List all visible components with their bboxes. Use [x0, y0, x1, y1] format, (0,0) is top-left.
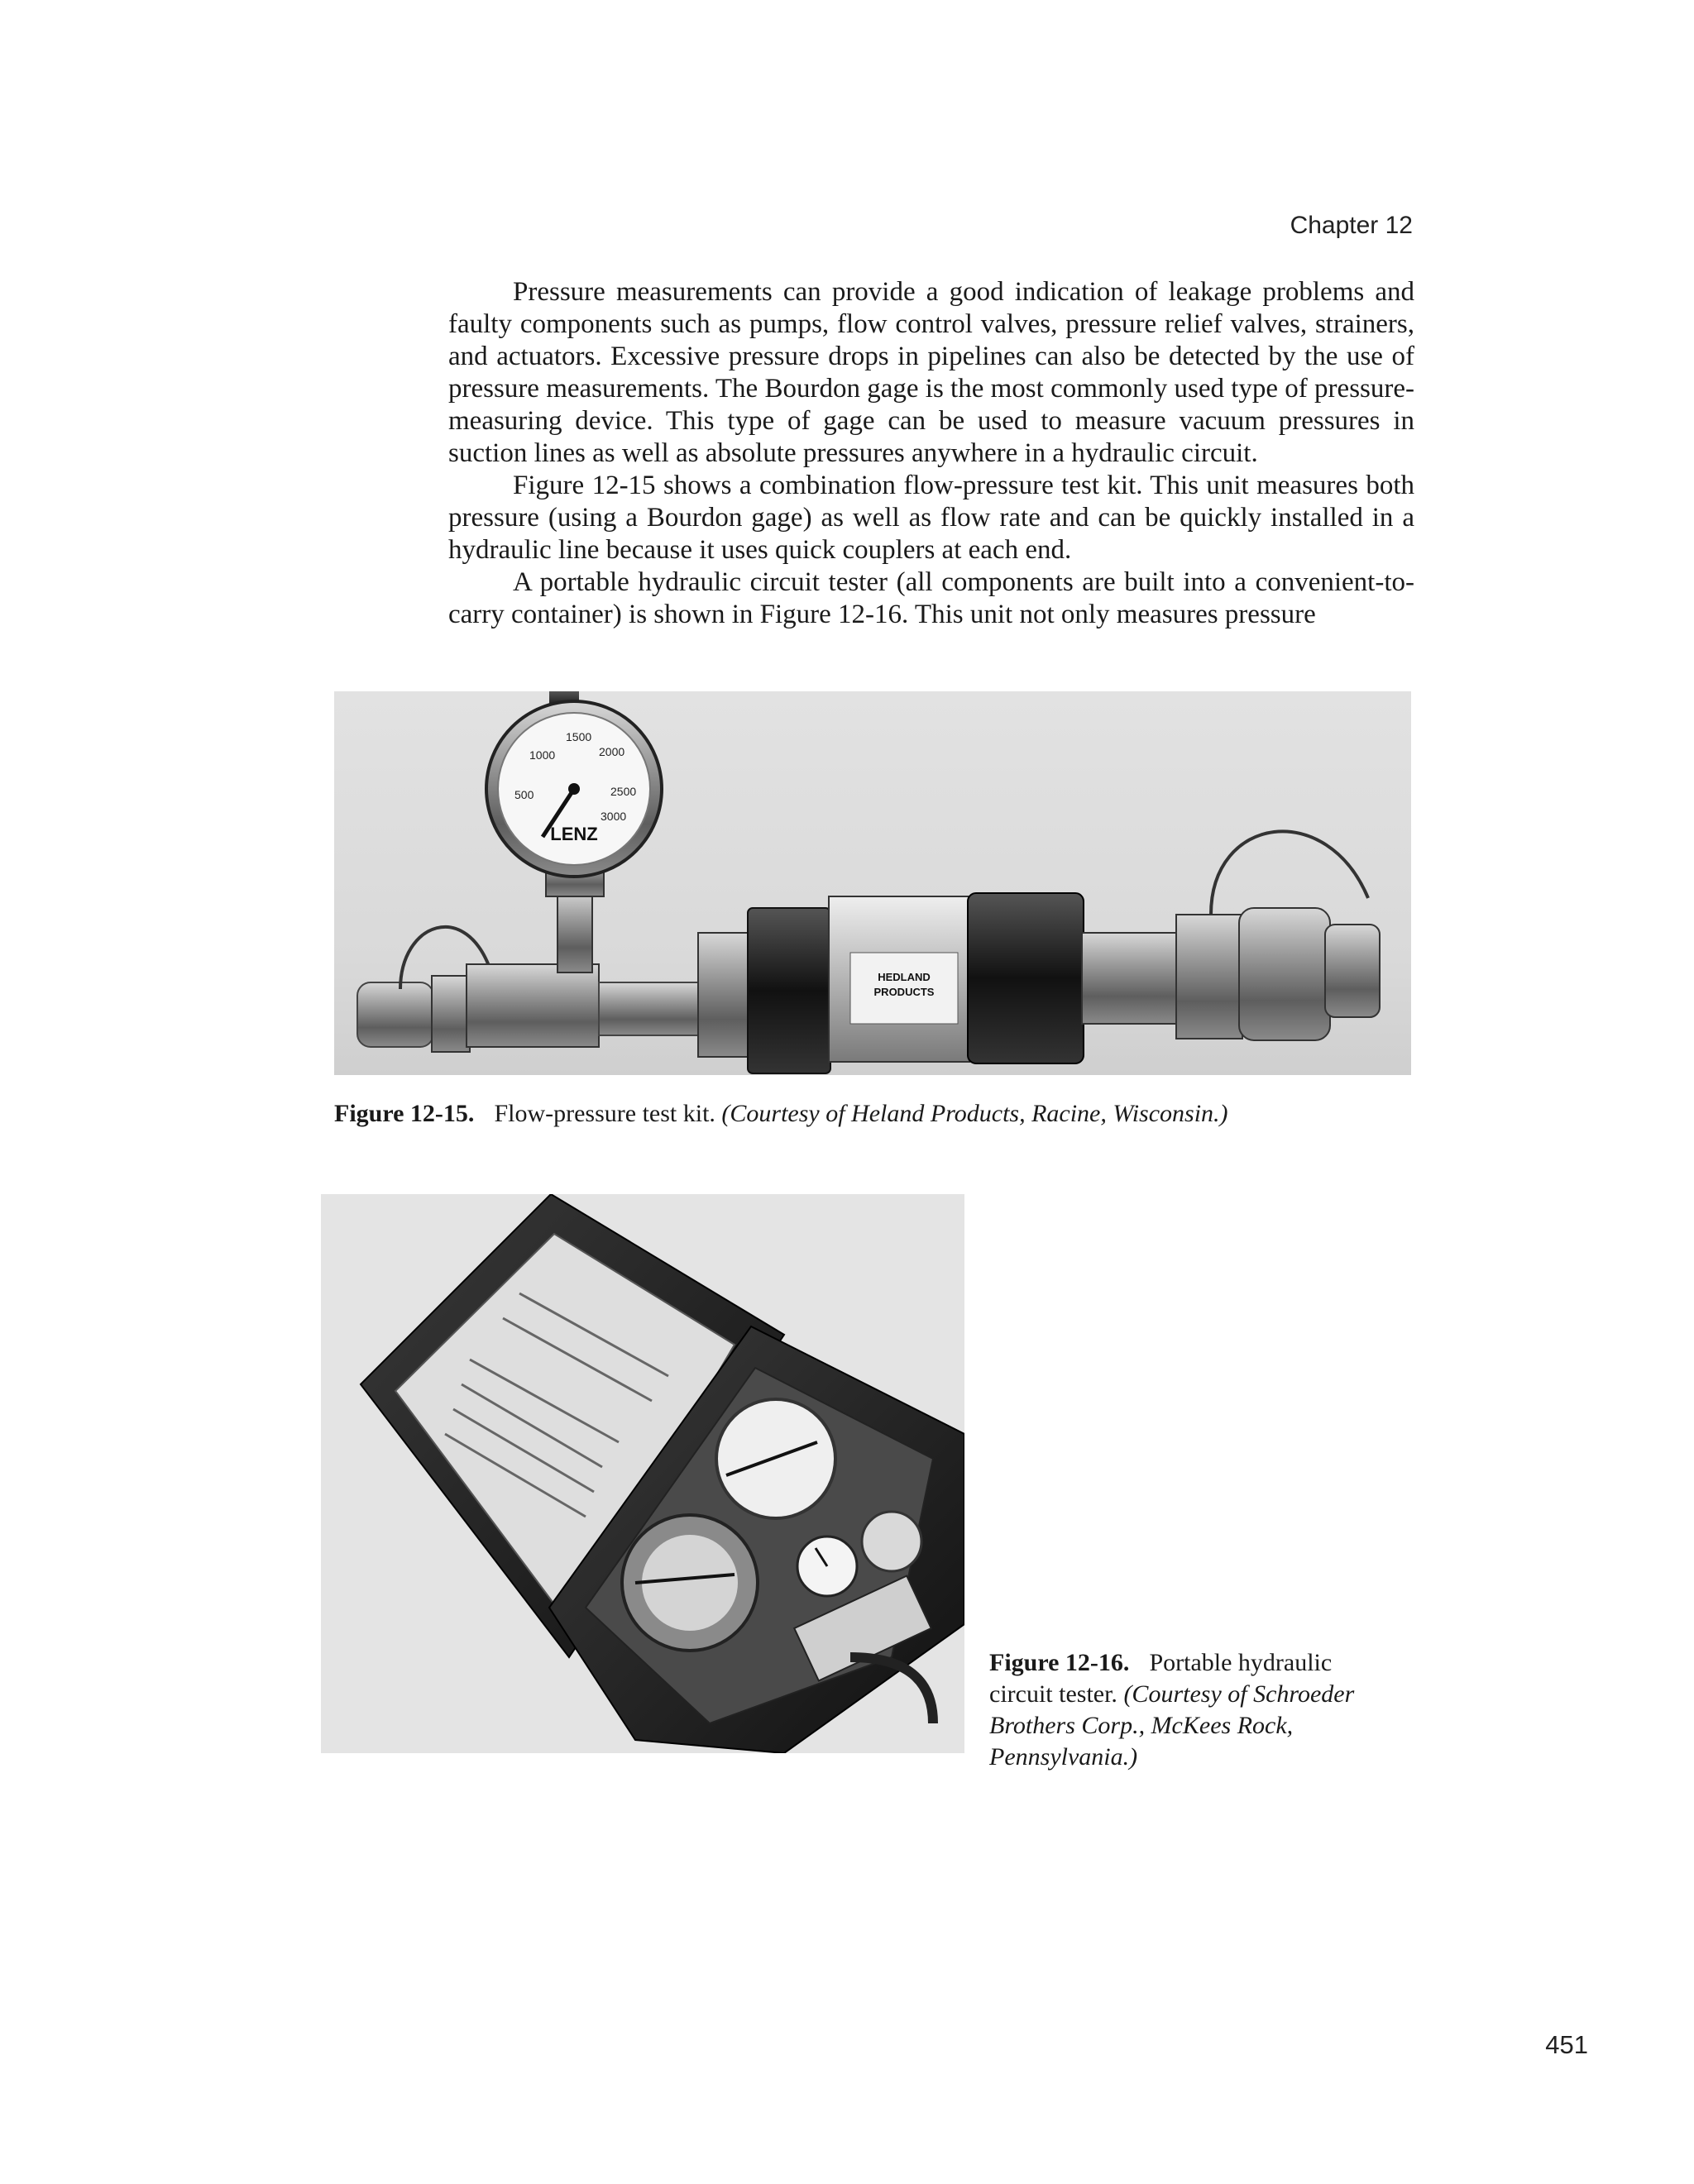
left-hex [432, 976, 470, 1052]
right-hex [1176, 915, 1242, 1039]
flow-meter-hex [748, 908, 830, 1073]
tee-body [467, 964, 599, 1047]
flow-meter-brand-text: HEDLAND [878, 971, 931, 983]
portable-tester-illustration [321, 1194, 964, 1753]
figure-12-16-label: Figure 12-16. [989, 1649, 1130, 1676]
gauge-tick-2500: 2500 [610, 785, 637, 798]
gauge-brand-text: LENZ [550, 824, 598, 844]
figure-12-15-caption-text: Flow-pressure test kit. [494, 1100, 715, 1127]
upper-dial [716, 1399, 835, 1518]
body-text [448, 276, 1414, 631]
gauge-tick-1500: 1500 [566, 730, 592, 743]
right-coupler [1239, 908, 1330, 1040]
figure-12-16-caption [989, 1647, 1378, 1773]
flow-meter-sleeve [968, 893, 1084, 1063]
right-safety-wire [1211, 831, 1368, 915]
bourdon-gauge [486, 691, 662, 877]
pipe-right [1082, 933, 1181, 1024]
page-number: 451 [1545, 2030, 1588, 2059]
figure-12-16-credit: (Courtesy of Schroeder Brothers Corp., McKees Rock, Pennsylvania.) [989, 1680, 1355, 1771]
figure-12-15-credit: (Courtesy of Heland Products, Racine, Wisconsin.) [721, 1100, 1228, 1127]
figure-12-15-caption [334, 1098, 1418, 1130]
flow-pressure-kit-illustration [334, 691, 1411, 1075]
figure-12-15-label: Figure 12-15. [334, 1100, 475, 1127]
svg-text:PRODUCTS: PRODUCTS [873, 986, 935, 998]
gauge-tick-2000: 2000 [599, 745, 625, 758]
figure-12-16-caption-text: Portable hydraulic circuit tester. [989, 1649, 1333, 1708]
lower-dial [622, 1515, 758, 1651]
left-coupler [357, 982, 433, 1047]
chapter-header: Chapter 12 [1290, 212, 1413, 239]
tee-riser [557, 890, 592, 973]
paragraph-portable-tester: A portable hydraulic circuit tester (all components are built into a convenient-to-carry container) is shown in Figure 12-16. This unit not only measures pressure [448, 567, 1414, 629]
figure-12-15-photo [334, 691, 1411, 1075]
right-coupler-tip [1325, 925, 1380, 1017]
flow-meter-hex-left [698, 933, 748, 1057]
figure-12-16-photo [321, 1194, 964, 1753]
small-dial [797, 1536, 857, 1596]
gauge-tick-3000: 3000 [601, 810, 627, 823]
paragraph-figure-12-15-intro: Figure 12-15 shows a combination flow-pressure test kit. This unit measures both pressure (using a Bourdon gage) as well as flow rate and can be quickly installed in a hydraulic line because it uses quick couplers at each end. [448, 471, 1414, 565]
pipe-left [599, 982, 706, 1035]
gauge-tick-1000: 1000 [529, 748, 556, 762]
paragraph-pressure-measurements: Pressure measurements can provide a good indication of leakage problems and faulty components such as pumps, flow control valves, pressure relief valves, strainers, and actuators. Excessive pressure drops in pipelines can also be detected by the use of pressure measurements. The Bourdon gage is the most commonly used type of pressure-measuring device. This type of gage can be used to measure vacuum pressures in suction lines as well as absolute pressures anywhere in a hydraulic circuit. [448, 277, 1414, 468]
gauge-tick-500: 500 [514, 788, 534, 801]
